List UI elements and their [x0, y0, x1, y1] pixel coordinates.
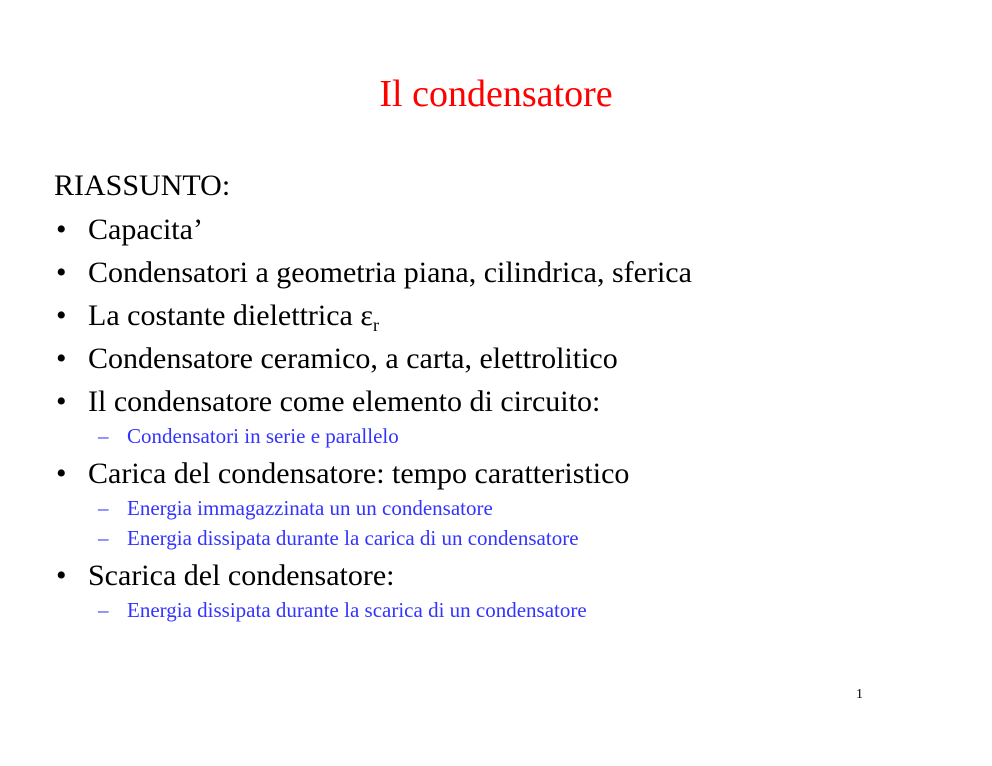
- sub-item: [54, 493, 934, 523]
- sub-item-text: Energia immagazzinata un un condensatore: [127, 496, 493, 520]
- bullet-text: La costante dielettrica ε: [88, 299, 373, 332]
- dash-icon: –: [98, 526, 109, 550]
- bullet-item: [54, 253, 934, 293]
- bullet-item: [54, 210, 934, 250]
- bullet-text: Scarica del condensatore:: [88, 559, 395, 592]
- bullet-text: Il condensatore come elemento di circuito:: [88, 385, 601, 418]
- sub-item-text: Energia dissipata durante la scarica di un condensatore: [127, 598, 587, 622]
- bullet-subscript: r: [372, 315, 379, 335]
- summary-heading: RIASSUNTO:: [54, 169, 231, 202]
- bullet-icon: •: [56, 299, 67, 332]
- bullet-icon: •: [56, 385, 67, 418]
- bullet-text: Condensatore ceramico, a carta, elettrolitico: [88, 342, 618, 375]
- bullet-icon: •: [56, 213, 67, 246]
- bullet-text: Condensatori a geometria piana, cilindrica, sferica: [88, 256, 692, 289]
- sub-item-text: Condensatori in serie e parallelo: [127, 424, 399, 448]
- sub-item: [54, 421, 934, 451]
- dash-icon: –: [98, 598, 109, 622]
- bullet-icon: •: [56, 256, 67, 289]
- page-number: 1: [856, 687, 863, 702]
- dash-icon: –: [98, 424, 109, 448]
- bullet-item: [54, 382, 934, 422]
- sub-item-text: Energia dissipata durante la carica di un condensatore: [127, 526, 579, 550]
- bullet-icon: •: [56, 559, 67, 592]
- slide-content: [54, 166, 934, 628]
- bullet-text: Carica del condensatore: tempo caratteristico: [88, 457, 630, 490]
- bullet-item: [54, 296, 934, 336]
- bullet-item: [54, 339, 934, 379]
- bullet-text: Capacita’: [88, 213, 203, 246]
- sub-item: [54, 595, 934, 625]
- dash-icon: –: [98, 496, 109, 520]
- slide-title: Il condensatore: [379, 73, 613, 115]
- bullet-item: [54, 454, 934, 494]
- sub-item: [54, 523, 934, 553]
- bullet-icon: •: [56, 342, 67, 375]
- bullet-item: [54, 556, 934, 596]
- bullet-icon: •: [56, 457, 67, 490]
